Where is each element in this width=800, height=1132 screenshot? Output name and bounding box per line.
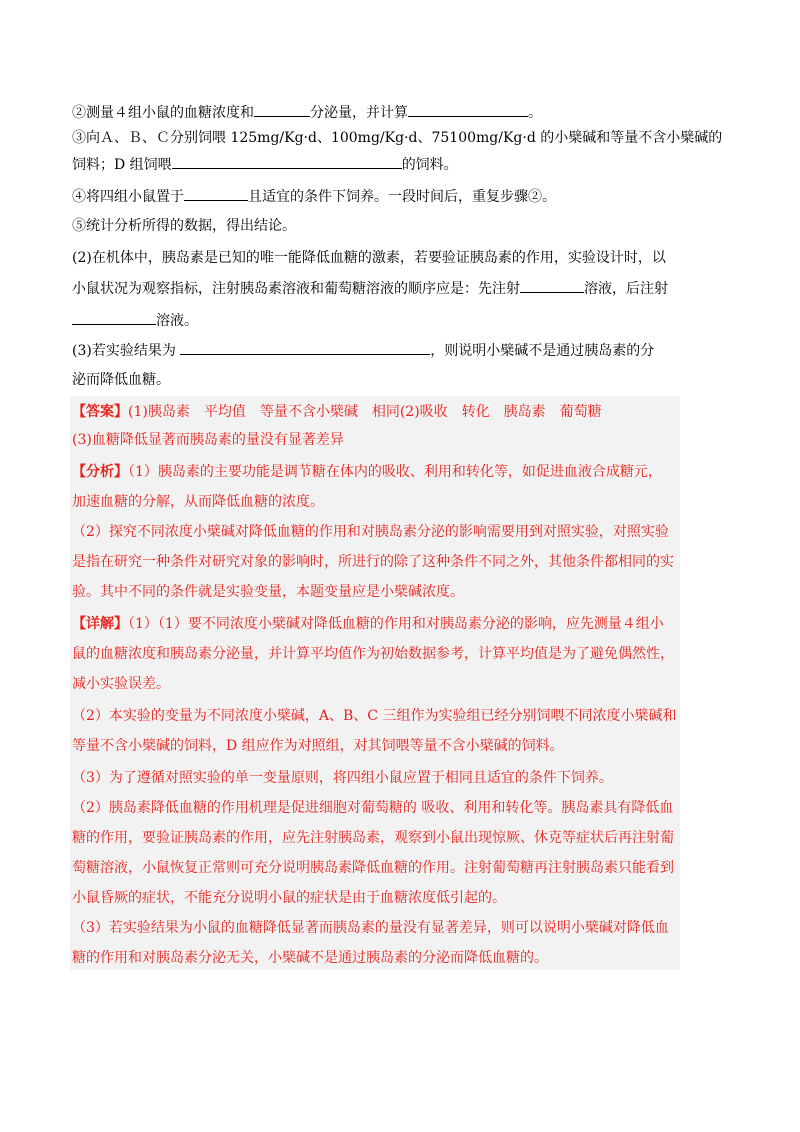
detail-line-9: 萄糖溶液，小鼠恢复正常则可充分说明胰岛素降低血糖的作用。注射葡萄糖再注射胰岛素只能看到 — [72, 860, 674, 876]
question-step-5: ⑤统计分析所得的数据，得出结论。 — [72, 218, 296, 234]
detail-line-12: 糖的作用和对胰岛素分泌无关，小檗碱不是通过胰岛素的分泌而降低血糖的。 — [72, 950, 548, 966]
detail-line-4: （2）本实验的变量为不同浓度小檗碱，A、B、C 三组作为实验组已经分别饲喂不同浓度小檗碱和 — [72, 708, 677, 724]
detail-line-1 — [72, 614, 692, 634]
question-step-3-line1: ③向Ａ、Ｂ、Ｃ分别饲喂 125mg/Kg·d、100mg/Kg·d、75100mg/Kg·d 的小檗碱和等量不含小檗碱的 — [72, 130, 723, 146]
analysis-line-1 — [72, 462, 692, 482]
question-2-line3 — [72, 310, 692, 331]
question-step-3-line2 — [72, 154, 692, 175]
question-2-line2 — [72, 278, 692, 299]
step2-text-a: ②测量４组小鼠的血糖浓度和 — [72, 105, 254, 121]
q2-text-c: 溶液。 — [156, 313, 198, 329]
analysis-line-3: （2）探究不同浓度小檗碱对降低血糖的作用和对胰岛素分泌的影响需要用到对照实验，对照实验 — [72, 524, 669, 540]
q3-text-b: ，则说明小檗碱不是通过胰岛素的分 — [430, 343, 655, 359]
detail-text-1: （1）（1）要不同浓度小檗碱对降低血糖的作用和对胰岛素分泌的影响，应先测量４组小 — [128, 616, 664, 632]
q3-text-a: (3)若实验结果为 — [72, 343, 176, 359]
detail-line-10: 小鼠昏厥的症状，不能充分说明小鼠的症状是由于血糖浓度低引起的。 — [72, 890, 506, 906]
question-3-line1 — [72, 340, 692, 361]
q2-text-a: 小鼠状况为观察指标，注射胰岛素溶液和葡萄糖溶液的顺序应是：先注射 — [72, 281, 520, 297]
step3-text-a: 饲料；D 组饲喂 — [72, 157, 172, 173]
question-2-line1: (2)在机体中，胰岛素是已知的唯一能降低血糖的激素，若要验证胰岛素的作用，实验设计时，以 — [72, 250, 666, 266]
detail-line-8: 糖的作用，要验证胰岛素的作用，应先注射胰岛素，观察到小鼠出现惊厥、休克等症状后再注射葡 — [72, 830, 674, 846]
detail-line-6: （3）为了遵循对照实验的单一变量原则，将四组小鼠应置于相同且适宜的条件下饲养。 — [72, 770, 613, 786]
step4-text-b: 且适宜的条件下饲养。一段时间后，重复步骤②。 — [248, 189, 556, 205]
blank-feed — [172, 154, 402, 169]
answer-tag: 【答案】 — [72, 404, 128, 420]
step2-text-c: 。 — [528, 105, 542, 121]
analysis-text-1: （1）胰岛素的主要功能是调节糖在体内的吸收、利用和转化等，如促进血液合成糖元， — [128, 464, 662, 480]
blank-second-injection — [72, 310, 156, 325]
blank-condition — [184, 186, 248, 201]
detail-line-2: 鼠的血糖浓度和胰岛素分泌量，并计算平均值作为初始数据参考，计算平均值是为了避免偶然性， — [72, 646, 674, 662]
analysis-line-5: 验。其中不同的条件就是实验变量，本题变量应是小檗碱浓度。 — [72, 584, 464, 600]
blank-first-injection — [520, 278, 584, 293]
step4-text-a: ④将四组小鼠置于 — [72, 189, 184, 205]
detail-line-11: （3）若实验结果为小鼠的血糖降低显著而胰岛素的量没有显著差异，则可以说明小檗碱对降低血 — [72, 920, 669, 936]
question-step-4 — [72, 186, 692, 207]
step3-text-b: 的饲料。 — [401, 157, 458, 173]
analysis-tag: 【分析】 — [72, 464, 128, 480]
blank-secretion — [254, 102, 310, 117]
detail-line-3: 减小实验误差。 — [72, 676, 170, 692]
step2-text-b: 分泌量，并计算 — [310, 105, 408, 121]
blank-result — [180, 340, 430, 355]
detail-line-5: 等量不含小檗碱的饲料，D 组应作为对照组，对其饲喂等量不含小檗碱的饲料。 — [72, 738, 564, 754]
answer-line-1 — [72, 402, 692, 422]
detail-line-7: （2）胰岛素降低血糖的作用机理是促进细胞对葡萄糖的 吸收、利用和转化等。胰岛素具有降低血 — [72, 800, 674, 816]
detail-tag: 【详解】 — [72, 616, 128, 632]
question-step-2 — [72, 102, 692, 123]
analysis-line-4: 是指在研究一种条件对研究对象的影响时，所进行的除了这种条件不同之外，其他条件都相同的实 — [72, 554, 674, 570]
answer-text-1: (1)胰岛素 平均值 等量不含小檗碱 相同(2)吸收 转化 胰岛素 葡萄糖 — [128, 404, 602, 420]
blank-calculation — [408, 102, 528, 117]
answer-line-2: (3)血糖降低显著而胰岛素的量没有显著差异 — [72, 432, 344, 448]
analysis-line-2: 加速血糖的分解，从而降低血糖的浓度。 — [72, 494, 324, 510]
question-3-line2: 泌而降低血糖。 — [72, 372, 170, 388]
q2-text-b: 溶液，后注射 — [584, 281, 668, 297]
